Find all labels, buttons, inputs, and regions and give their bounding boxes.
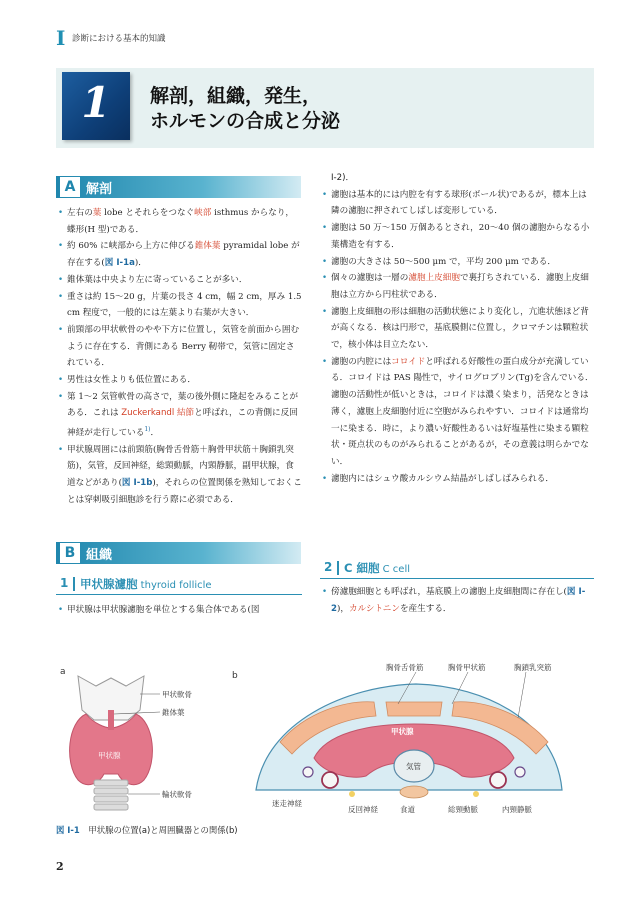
label-recurrent: 反回神経 <box>348 805 378 814</box>
list-item: • 個々の濾胞は一層の濾胞上皮細胞で裏打ちされている．濾胞上皮細胞は立方から円柱状である． <box>322 270 594 303</box>
list-item: • 濾胞は基本的には内腔を有する球形(ボール状)であるが，標本上は隣の濾胞に押されてしばしば変形している． <box>322 187 594 220</box>
list-item: • 約 60% に峡部から上方に伸びる錐体葉 pyramidal lobe が存在する(図 I-1a)． <box>58 238 302 271</box>
section-a-title: 解剖 <box>86 182 113 197</box>
list-item: • 前頸部の甲状軟骨のやや下方に位置し，気管を前面から囲むように存在する．背側にある Berry 靭帯で，気管に固定されている． <box>58 322 302 372</box>
figure-caption <box>56 824 238 836</box>
list-item: • 重さは約 15～20 g，片葉の長さ 4 cm，幅 2 cm，厚み 1.5 cm 程度で，一般的には左葉より右葉が大きい． <box>58 289 302 322</box>
list-item: • 濾胞内にはシュウ酸カルシウム結晶がしばしばみられる． <box>322 471 594 488</box>
label-thyroid-a: 甲状腺 <box>98 751 121 760</box>
figure-ref-link[interactable]: 図 I-2 <box>331 587 586 614</box>
vagus-right <box>473 791 479 797</box>
figure-caption-number: 図 I-1 <box>56 825 80 835</box>
section-a-heading <box>56 176 301 198</box>
panel-b-label: b <box>232 671 238 681</box>
subsection-1-heading <box>56 576 302 595</box>
subsection-divider <box>73 577 75 591</box>
figure-ref-link[interactable]: 図 I-1b <box>121 478 153 489</box>
section-a-letter: A <box>60 177 80 197</box>
label-esophagus: 食道 <box>400 805 415 814</box>
list-item: • 濾胞上皮細胞の形は細胞の活動状態により変化し，亢進状態ほど背が高くなる．核は円形で，基底膜側に位置し，クロマチンは顆粒状で，核小体は目立たない． <box>322 304 594 354</box>
list-item: • 甲状腺周囲には前頸筋(胸骨舌骨筋＋胸骨甲状筋＋胸鎖乳突筋)，気管，反回神経，総頸動脈，内頸静脈，副甲状腺，食道などがあり(図 I-1b)，それらの位置関係を熟知しておくことは穿刺吸引細胞診を行う際に必須である． <box>58 442 302 509</box>
label-vagus: 迷走神経 <box>272 799 302 808</box>
label-sternohyoid: 胸骨舌骨筋 <box>386 663 424 672</box>
carotid-right <box>490 772 506 788</box>
label-thyroid-b: 甲状腺 <box>391 727 414 736</box>
list-item: • 甲状腺は甲状腺濾胞を単位とする集合体である(図 <box>58 602 302 619</box>
right-column-list <box>322 170 594 487</box>
label-sternothyroid: 胸骨甲状筋 <box>448 663 486 672</box>
list-item: • 傍濾胞細胞とも呼ばれ，基底膜上の濾胞上皮細胞間に存在し(図 I-2)，カルシトニンを産生する． <box>322 584 594 617</box>
jugular-left <box>303 767 313 777</box>
page-number: 2 <box>56 860 64 873</box>
subsection-1-list <box>58 602 302 619</box>
list-continuation: I-2)． <box>331 173 355 183</box>
panel-a-label: a <box>60 667 66 677</box>
label-pyramidal-lobe: 錐体葉 <box>162 708 185 717</box>
section-b-letter: B <box>60 543 80 563</box>
list-item: • 濾胞の大きさは 50～500 μm で，平均 200 μm である． <box>322 254 594 271</box>
subsection-divider <box>337 561 339 575</box>
subsection-2-title: C 細胞 C cell <box>344 561 410 575</box>
subsection-1-number: 1 <box>60 576 69 590</box>
label-cricoid: 輪状軟骨 <box>162 790 192 799</box>
subsection-1-title: 甲状腺濾胞 thyroid follicle <box>80 577 212 591</box>
part-number: I <box>56 26 66 50</box>
subsection-2-number: 2 <box>324 560 333 574</box>
carotid-left <box>322 772 338 788</box>
esophagus <box>400 786 428 798</box>
chapter-title-line1: 解剖，組織，発生， <box>150 85 322 107</box>
list-item: • 錐体葉は中央より左に寄っていることが多い． <box>58 272 302 289</box>
section-b-heading <box>56 542 301 564</box>
trachea-rings <box>94 780 128 810</box>
chapter-title <box>150 84 340 134</box>
label-jugular: 内頸静脈 <box>502 805 532 814</box>
chapter-title-line2: ホルモンの合成と分泌 <box>150 110 341 132</box>
muscle-center <box>386 702 442 716</box>
figure-i-1 <box>56 662 596 822</box>
section-b-title: 組織 <box>86 548 113 563</box>
vagus-left <box>349 791 355 797</box>
list-item: • 濾胞の内腔にはコロイドと呼ばれる好酸性の蛋白成分が充満している．コロイドは PAS 陽性で，サイログロブリン(Tg)を含んでいる．濾胞の活動性が低いときは，コロイドは濃く染まり，活発なときは薄く，濾胞上皮細胞付近に空胞がみられやすい．コロイドは通常均一に染まる．時に，より濃い好酸性あるいは好塩基性に染まる顆粒状・斑点状のものがみられることがあるが，その意義は明らかでない． <box>322 354 594 471</box>
figure-caption-text: 甲状腺の位置(a)と周囲臓器との関係(b) <box>88 825 238 835</box>
chapter-number: 1 <box>81 78 111 127</box>
subsection-2-list <box>322 584 594 617</box>
label-sternocleidomastoid: 胸鎖乳突筋 <box>514 663 552 672</box>
pyramidal-lobe-shape <box>108 710 114 730</box>
reference-link[interactable]: 1) <box>144 426 151 434</box>
section-a-list <box>58 205 302 509</box>
jugular-right <box>515 767 525 777</box>
list-item: • 左右の葉 lobe とそれらをつなぐ峡部 isthmus からなり，蝶形(H 型)である． <box>58 205 302 238</box>
running-header <box>56 28 596 50</box>
list-item: • 第 1～2 気管軟骨の高さで，葉の後外側に隆起をみることがある．これは Zuckerkandl 結節と呼ばれ，この背側に反回神経が走行している$^{1)}$． <box>58 389 302 442</box>
subsection-2-heading <box>320 560 594 579</box>
list-item: • 濾胞は 50 万～150 万個あるとされ，20～40 個の濾胞からなる小葉構造を有する． <box>322 220 594 253</box>
label-carotid: 総頸動脈 <box>448 805 478 814</box>
figure-ref-link[interactable]: 図 I-1a <box>104 258 135 269</box>
part-label: 診断における基本的知識 <box>72 34 166 44</box>
label-thyroid-cartilage: 甲状軟骨 <box>162 690 192 699</box>
label-trachea: 気管 <box>406 762 421 771</box>
list-item: • 男性は女性よりも低位置にある． <box>58 372 302 389</box>
thyroid-anatomy-illustration <box>70 676 160 810</box>
chapter-number-box <box>62 72 130 140</box>
